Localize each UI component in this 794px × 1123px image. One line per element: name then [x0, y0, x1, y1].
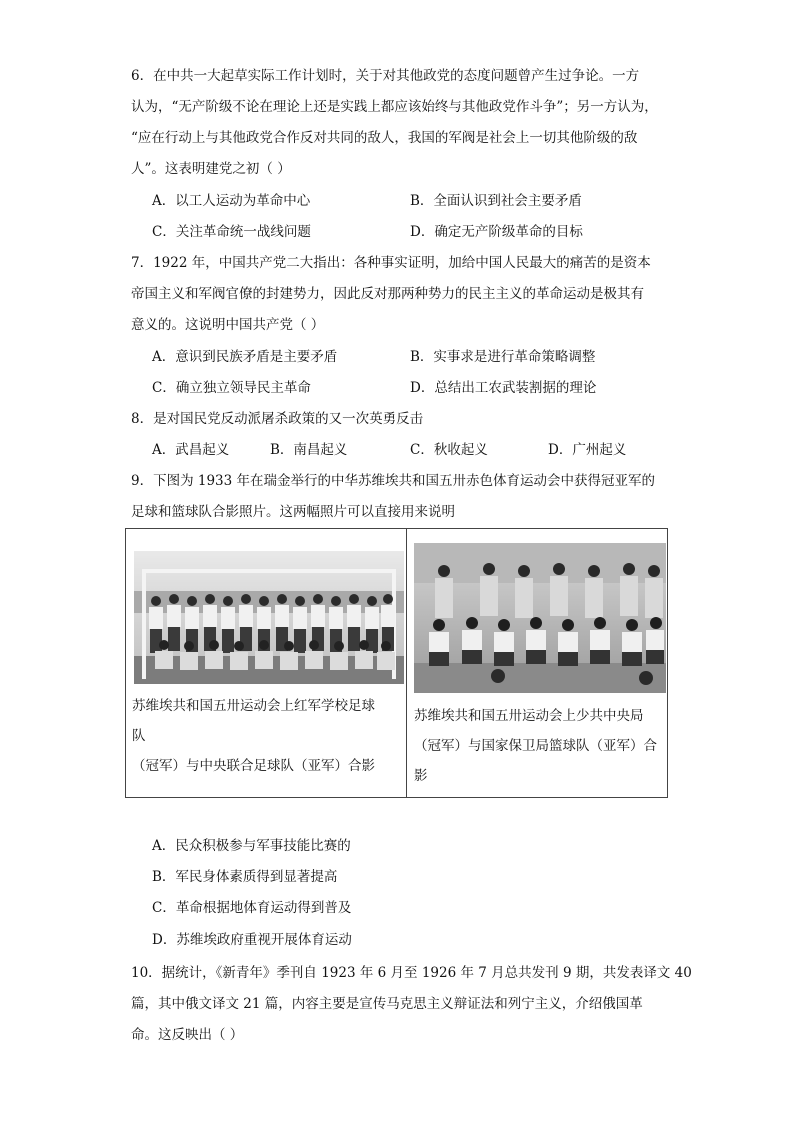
q7-option-c: C．确立独立领导民主革命 — [152, 380, 311, 396]
q10-stem-line-2: 篇，其中俄文译文 21 篇，内容主要是宣传马克思主义辩证法和列宁主义，介绍俄国革 — [131, 996, 643, 1012]
q10-stem-line-1: 10．据统计，《新青年》季刊自 1923 年 6 月至 1926 年 7 月总共发刊 9 期，共发表译文 40 — [131, 965, 692, 981]
basketball-photo-caption — [414, 701, 657, 791]
q9-option-b: B．军民身体素质得到显著提高 — [152, 869, 338, 885]
football-caption-line-3: （冠军）与中央联合足球队（亚军）合影 — [132, 758, 375, 774]
q8-option-b: B．南昌起义 — [270, 442, 348, 458]
q6-stem-line-2: 认为，“无产阶级不论在理论上还是实践上都应该始终与其他政党作斗争”；另一方认为， — [131, 99, 658, 115]
q9-option-d: D．苏维埃政府重视开展体育运动 — [152, 932, 352, 948]
basketball-team-photo-image — [414, 543, 666, 693]
q7-stem-line-2: 帝国主义和军阀官僚的封建势力，因此反对那两种势力的民主主义的革命运动是极其有 — [131, 286, 644, 302]
football-photo-caption — [132, 691, 375, 781]
q9-option-a: A．民众积极参与军事技能比赛的 — [152, 838, 351, 854]
q7-option-b: B．实事求是进行革命策略调整 — [410, 349, 596, 365]
q8-option-d: D．广州起义 — [548, 442, 627, 458]
football-caption-line-2: 队 — [132, 728, 146, 744]
basketball-team-photo — [414, 543, 666, 693]
q6-stem-line-4: 人”。这表明建党之初（ ） — [131, 161, 291, 177]
q9-option-c: C．革命根据地体育运动得到普及 — [152, 900, 352, 916]
q10-stem-line-3: 命。这反映出（ ） — [131, 1027, 244, 1043]
q8-stem-line-1: 8．是对国民党反动派屠杀政策的又一次英勇反击 — [131, 411, 424, 427]
q9-stem-line-1: 9．下图为 1933 年在瑞金举行的中华苏维埃共和国五卅赤色体育运动会中获得冠亚军的 — [131, 473, 656, 489]
figure-cell-divider — [406, 529, 407, 797]
q6-stem-line-1: 6．在中共一大起草实际工作计划时，关于对其他政党的态度问题曾产生过争论。一方 — [131, 68, 640, 84]
q7-stem-line-3: 意义的。这说明中国共产党（ ） — [131, 317, 325, 333]
q6-option-b: B．全面认识到社会主要矛盾 — [410, 193, 582, 209]
q7-option-a: A．意识到民族矛盾是主要矛盾 — [152, 349, 338, 365]
q7-option-d: D．总结出工农武装割据的理论 — [410, 380, 597, 396]
football-caption-line-1: 苏维埃共和国五卅运动会上红军学校足球 — [132, 698, 375, 714]
basketball-caption-line-3: 影 — [414, 768, 428, 784]
q8-option-a: A．武昌起义 — [152, 442, 230, 458]
q6-option-d: D．确定无产阶级革命的目标 — [410, 224, 583, 240]
basketball-caption-line-1: 苏维埃共和国五卅运动会上少共中央局 — [414, 708, 644, 724]
q6-option-a: A．以工人运动为革命中心 — [152, 193, 311, 209]
q6-option-c: C．关注革命统一战线问题 — [152, 224, 311, 240]
q9-stem-line-2: 足球和篮球队合影照片。这两幅照片可以直接用来说明 — [131, 504, 455, 520]
photo-figure-table — [125, 528, 668, 798]
q6-stem-line-3: “应在行动上与其他政党合作反对共同的敌人，我国的军阀是社会上一切其他阶级的敌 — [131, 130, 638, 146]
basketball-caption-line-2: （冠军）与国家保卫局篮球队（亚军）合 — [414, 738, 657, 754]
q7-stem-line-1: 7．1922 年，中国共产党二大指出：各种事实证明，加给中国人民最大的痛苦的是资本 — [131, 255, 651, 271]
football-team-photo — [134, 551, 404, 684]
football-team-photo-image — [134, 551, 404, 684]
q8-option-c: C．秋收起义 — [410, 442, 488, 458]
